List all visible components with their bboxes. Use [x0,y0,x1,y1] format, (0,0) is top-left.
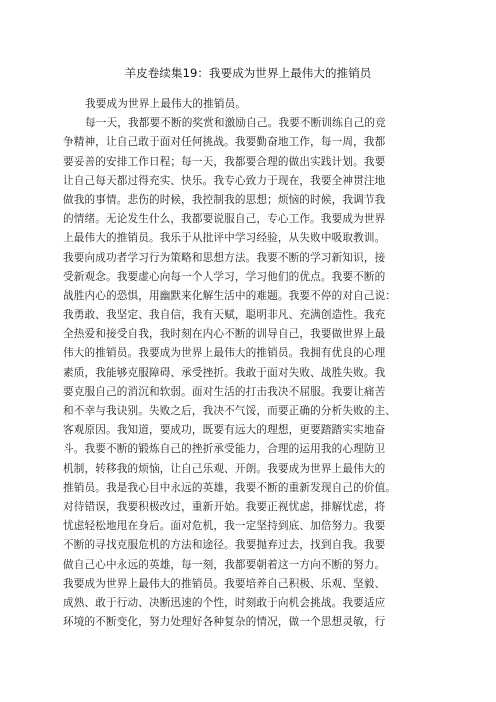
paragraph-line: 要克服自己的消沉和软弱。面对生活的打击我决不屈服。我要让痛苦 [63,385,386,398]
paragraph-line: 客观原因。我知道，要成功，既要有远大的理想，更要踏踏实实地奋 [63,424,386,437]
paragraph-line: 的情绪。无论发生什么，我都要说服自己，专心工作。我要成为世界 [63,213,386,226]
paragraph-line: 让自己每天都过得充实、快乐。我专心致力于现在，我要全神贯注地 [63,174,386,187]
document-title: 羊皮卷续集19：我要成为世界上最伟大的推销员 [124,66,372,80]
paragraph-line: 推销员。我是我心目中永远的英雄，我要不断的重新发现自己的价值。 [63,481,397,494]
paragraph-line: 环境的不断变化，努力处理好各种复杂的情况，做一个思想灵敏，行 [63,616,386,629]
paragraph-line: 忧虑轻松地甩在身后。面对危机，我一定坚持到底、加倍努力。我要 [63,520,386,533]
paragraph-line: 我要成为世界上最伟大的推销员。我要培养自己积极、乐观、坚毅、 [63,577,386,590]
paragraph-line: 我要向成功者学习行为策略和思想方法。我要不断的学习新知识，接 [63,251,386,264]
paragraph-line: 要妥善的安排工作日程；每一天，我都要合理的做出实践计划。我要 [63,155,386,168]
paragraph-line: 上最伟大的推销员。我乐于从批评中学习经验，从失败中吸取教训。 [63,232,386,245]
paragraph-line: 素质，我能够克服障碍、承受挫折。我敢于面对失败、战胜失败。我 [63,366,386,379]
paragraph-line: 斗。我要不断的锻炼自己的挫折承受能力，合理的运用我的心理防卫 [63,443,386,456]
paragraph-line: 受新观念。我要虚心向每一个人学习，学习他们的优点。我要不断的 [63,270,386,283]
paragraph-line: 伟大的推销员。我要成为世界上最伟大的推销员。我拥有优良的心理 [63,347,386,360]
paragraph-line: 全热爱和接受自我，我时刻在内心不断的训导自己，我要做世界上最 [63,328,386,341]
paragraph-line: 机制，转移我的烦恼，让自己乐观、开朗。我要成为世界上最伟大的 [63,462,386,475]
paragraph-line: 和不幸与我诀别。失败之后，我决不气馁，而要正确的分析失败的主、 [63,405,397,417]
paragraph-line: 对待错误，我要积极改过，重新开始。我要正视忧虑，排解忧虑，将 [63,500,386,513]
paragraph-line: 做自己心中永远的英雄，每一刻，我都要朝着这一方向不断的努力。 [63,558,386,571]
paragraph-line: 做我的事情。悲伤的时候，我控制我的思想；烦恼的时候，我调节我 [63,193,386,206]
document-body [63,95,443,632]
paragraph-line: 每一天，我都要不断的奖赏和激励自己。我要不断训练自己的竞 [85,117,386,130]
paragraph-line: 我勇敢、我坚定、我自信，我有天赋，聪明非凡、充满创造性。我充 [63,309,386,322]
paragraph-line: 战胜内心的恐惧，用幽默来化解生活中的难题。我要不停的对自己说： [63,289,397,302]
paragraph-line: 我要成为世界上最伟大的推销员。 [85,98,247,110]
paragraph-line: 争精神，让自己敢于面对任何挑战。我要勤奋地工作，每一周，我都 [63,136,386,149]
paragraph-line: 不断的寻找克服危机的方法和途径。我要抛弃过去，找到自我。我要 [63,539,386,552]
paragraph-line: 成熟、敢于行动、决断迅速的个性，时刻敢于向机会挑战。我要适应 [63,596,386,609]
